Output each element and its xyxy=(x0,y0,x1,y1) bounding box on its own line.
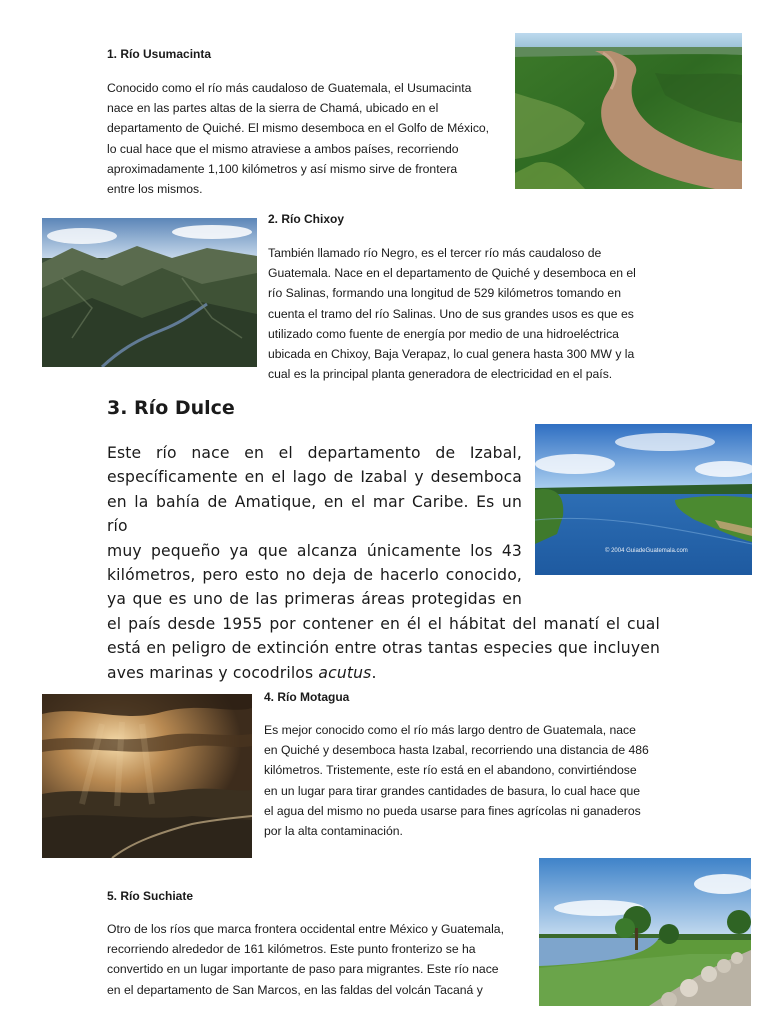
section-2-line: río Salinas, formando una longitud de 529 kilómetros tomando en xyxy=(268,286,621,301)
section-2-line: cuenta el tramo del río Salinas. Uno de sus grandes usos es que es xyxy=(268,306,634,321)
section-3-line: kilómetros, pero esto no deja de hacerlo conocido, xyxy=(107,566,522,585)
section-3-last-line-text: aves marinas y cocodrilos xyxy=(107,663,319,682)
section-3-line: el país desde 1955 por contener en él el hábitat del manatí el cual xyxy=(107,614,660,633)
section-3-line: está en peligro de extinción entre otras tantas especies que incluyen xyxy=(107,639,660,658)
section-1-line: lo cual hace que el mismo atraviese a ambos países, recorriendo xyxy=(107,141,459,156)
section-3-line: ya que es uno de las primeras áreas protegidas en xyxy=(107,590,522,609)
section-5-line: Otro de los ríos que marca frontera occidental entre México y Guatemala, xyxy=(107,922,504,936)
section-1-heading: 1. Río Usumacinta xyxy=(107,47,212,61)
chixoy-photo xyxy=(42,218,257,367)
section-4-line: por la alta contaminación. xyxy=(264,824,403,839)
suchiate-photo xyxy=(539,858,751,1006)
motagua-photo xyxy=(42,694,252,858)
section-2-line: utilizado como fuente de energía por medio de una hidroeléctrica xyxy=(268,326,619,341)
section-2-line: cual es la principal planta generadora de electricidad en el país. xyxy=(268,367,613,382)
section-4-heading: 4. Río Motagua xyxy=(264,690,350,704)
section-3-line: en la bahía de Amatique, en el mar Caribe. Es un río xyxy=(107,492,522,536)
section-5-line: en el departamento de San Marcos, en las faldas del volcán Tacaná y xyxy=(107,982,483,997)
section-3-last-line xyxy=(107,661,660,685)
section-2-line: ubicada en Chixoy, Baja Verapaz, lo cual genera hasta 300 MW y la xyxy=(268,347,635,362)
section-1-line: Conocido como el río más caudaloso de Guatemala, el Usumacinta xyxy=(107,81,472,95)
section-1-line: aproximadamente 1,100 kilómetros y así mismo sirve de frontera xyxy=(107,161,458,176)
dulce-photo-watermark: © 2004 GuiadeGuatemala.com xyxy=(605,548,688,554)
section-5-heading: 5. Río Suchiate xyxy=(107,889,194,903)
section-1-body xyxy=(107,78,507,199)
section-1-line: nace en las partes altas de la sierra de Chamá, ubicado en el xyxy=(107,101,439,116)
section-1-line: departamento de Quiché. El mismo desemboca en el Golfo de México, xyxy=(107,121,490,136)
section-2-line: También llamado río Negro, es el tercer río más caudaloso de xyxy=(268,246,602,260)
section-3-line: muy pequeño ya que alcanza únicamente los 43 xyxy=(107,541,522,560)
section-1-line: entre los mismos. xyxy=(107,182,203,197)
section-4-body xyxy=(264,720,664,841)
section-4-line: kilómetros. Tristemente, este río está en el abandono, convirtiéndose xyxy=(264,763,637,778)
section-3-last-line-end: . xyxy=(371,663,377,682)
section-5-line: recorriendo alrededor de 161 kilómetros. Este punto fronterizo se ha xyxy=(107,942,476,957)
section-2-heading: 2. Río Chixoy xyxy=(268,212,345,226)
section-4-line: en Quiché y desemboca hasta Izabal, recorriendo una distancia de 486 xyxy=(264,743,649,758)
section-4-line: en un lugar para tirar grandes cantidades de basura, lo cual hace que xyxy=(264,783,641,798)
section-3-line: Este río nace en el departamento de Izabal, xyxy=(107,444,522,462)
section-2-body xyxy=(268,243,663,384)
section-4-line: Es mejor conocido como el río más largo dentro de Guatemala, nace xyxy=(264,723,636,737)
section-5-body xyxy=(107,919,527,1000)
section-4-line: el agua del mismo no pueda usarse para fines agrícolas ni ganaderos xyxy=(264,803,641,818)
usumacinta-photo xyxy=(515,33,742,189)
section-3-heading: 3. Río Dulce xyxy=(107,397,235,419)
section-5-line: convertido en un lugar importante de paso para migrantes. Este río nace xyxy=(107,962,499,977)
section-3-line: específicamente en el lago de Izabal y desemboca xyxy=(107,468,522,487)
section-2-line: Guatemala. Nace en el departamento de Quiché y desemboca en el xyxy=(268,266,636,281)
dulce-photo xyxy=(535,424,752,575)
species-name: acutus xyxy=(318,663,372,682)
